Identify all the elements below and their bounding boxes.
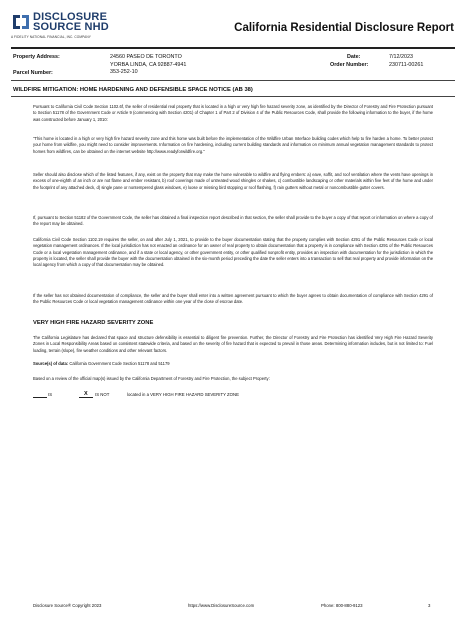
footer-phone: Phone: 800-880-9123 [321,603,363,608]
paragraph-legislature: The California Legislature has declared that space and structure defensibility is essential to diligent fire prevention. Further, the Director of Forestry and Fire Protection has identified Very High Fire Hazard Severity Zones in Local Responsibility Areas based on consistent statewide criteria, and based on the severity of fire hazard that is expected to prevail in those areas. Determining information includes, but is not limited to: Fuel loading, terrain (slope), fire weather conditions and other relevant factors. [33,335,433,353]
isnot-mark: X [84,391,88,397]
wildfire-mitigation-title: WILDFIRE MITIGATION: HOME HARDENING AND DEFENSIBLE SPACE NOTICE (AB 38) [13,87,253,93]
logo-tagline: A FIDELITY NATIONAL FINANCIAL, INC. COMPANY [11,35,91,39]
paragraph-civil-code-1102-19: California Civil Code Section 1102.19 requires the seller, on and after July 1, 2021, to provide to the buyer documentation stating that the property complies with Section 4291 of the Public Resources Code or local vegetation management ordinances. If the local jurisdiction has not enacted an ordinance for an owner of real property to obtain documentation that a property is in compliance with Section 4291 of the Public Resources Code or a local vegetation management ordinance, and if a state or local agency, or other government entity, or other qualified nonprofit entity, provides an inspection with documentation for the jurisdiction in which the property is located, the seller shall provide the buyer with the documentation obtained in the six-month period preceding the date the seller enters into a transaction to sell that real property and provide information on the local agency from which a copy of that documentation may be obtained. [33,237,433,268]
property-divider-top [11,80,455,81]
very-high-hazard-title: VERY HIGH FIRE HAZARD SEVERITY ZONE [33,320,154,326]
report-title: California Residential Disclosure Report [234,22,454,34]
property-address-label: Property Address: [13,54,60,60]
logo-mark-icon [11,12,31,32]
parcel-number-value: 353-252-10 [110,69,138,75]
paragraph-vulnerable-features: Seller should also disclose which of the listed features, if any, exist on the property that may make the home vulnerable to wildfire and flying embers: a) eave, soffit, and roof ventilation where the vents have openings in excess of one-eighth of an inch or are not flame and ember resistant, b) roof coverings made of untreated wood shingles or shakes, c) combustible landscaping or other materials within five feet of the home and under the footprint of any attached deck, d) single pane or nontempered glass windows, e) loose or missing bird stopping or roof flashing, f) rain gutters without metal or noncombustible gutter covers. [33,172,433,190]
page-number: 3 [428,603,431,608]
section-title-divider [11,96,455,97]
paragraph-map-review: Based on a review of the official map(s) issued by the California Department of Forestry and Fire Protection, the subject Property: [33,376,270,381]
is-checkbox-blank [33,392,47,399]
header-divider [11,47,455,49]
order-number-label: Order Number: [330,62,369,68]
paragraph-written-agreement: If the seller has not obtained documentation of compliance, the seller and the buyer shall enter into a written agreement pursuant to which the buyer agrees to obtain documentation of compliance with Section 4291 of the Public Resources Code or local vegetation management ordinance within one year of the close of escrow date. [33,293,433,305]
data-source-line: Source(s) of data: California Government Code Section 51178 and 51179 [33,361,170,366]
paragraph-inspection-report: If, pursuant to Section 51182 of the Government Code, the seller has obtained a final inspection report described in that section, the seller shall provide to the buyer a copy of that report or information on where a copy of the report may be obtained. [33,215,433,227]
isnot-label: IS NOT [95,392,110,397]
date-label: Date: [347,54,361,60]
logo-text-line1: DISCLOSURE [33,11,108,23]
footer-copyright: Disclosure Source® Copyright 2023 [33,603,102,608]
parcel-number-label: Parcel Number: [13,70,53,76]
paragraph-civil-code-1102: Pursuant to California Civil Code Section 1102.6f, the seller of residential real property that is located in a high or very high fire hazard severity zone, as identified by the Director of Forestry and Fire Protection pursuant to Section 51178 of the Government Code or Article 9 (commencing with Section 4201) of Chapter 1 of Part 2 of Division 4 of the Public Resources Code, shall provide the following information to the buyer, if the home was constructed before January 1, 2010: [33,104,433,122]
hazard-status-text: located in a VERY HIGH FIRE HAZARD SEVERITY ZONE [127,392,239,397]
hazard-zone-status [33,392,433,400]
footer-website[interactable]: https://www.DisclosureSource.com [188,603,255,608]
logo-text-line2: SOURCE NHD [33,21,109,33]
company-logo [11,10,131,44]
paragraph-quoted-notice: "This home is located in a high or very high fire hazard severity zone and this home was built before the implementation of the Wildfire Urban Interface building codes which help to fire harden a home. To better protect your home from wildfire, you might need to consider improvements. Information on fire hardening, including current building standards and information on minimum annual vegetation management standards to protect homes from wildfires, can be obtained on the internet website http://www.readyforwildfire.org." [33,136,433,154]
is-label: IS [48,392,53,397]
date-value: 7/12/2023 [389,54,413,60]
property-address-line1: 24560 PASEO DE TORONTO [110,54,182,60]
order-number-value: 230711-00261 [389,62,424,68]
property-address-line2: YORBA LINDA, CA 92887-4941 [110,62,187,68]
